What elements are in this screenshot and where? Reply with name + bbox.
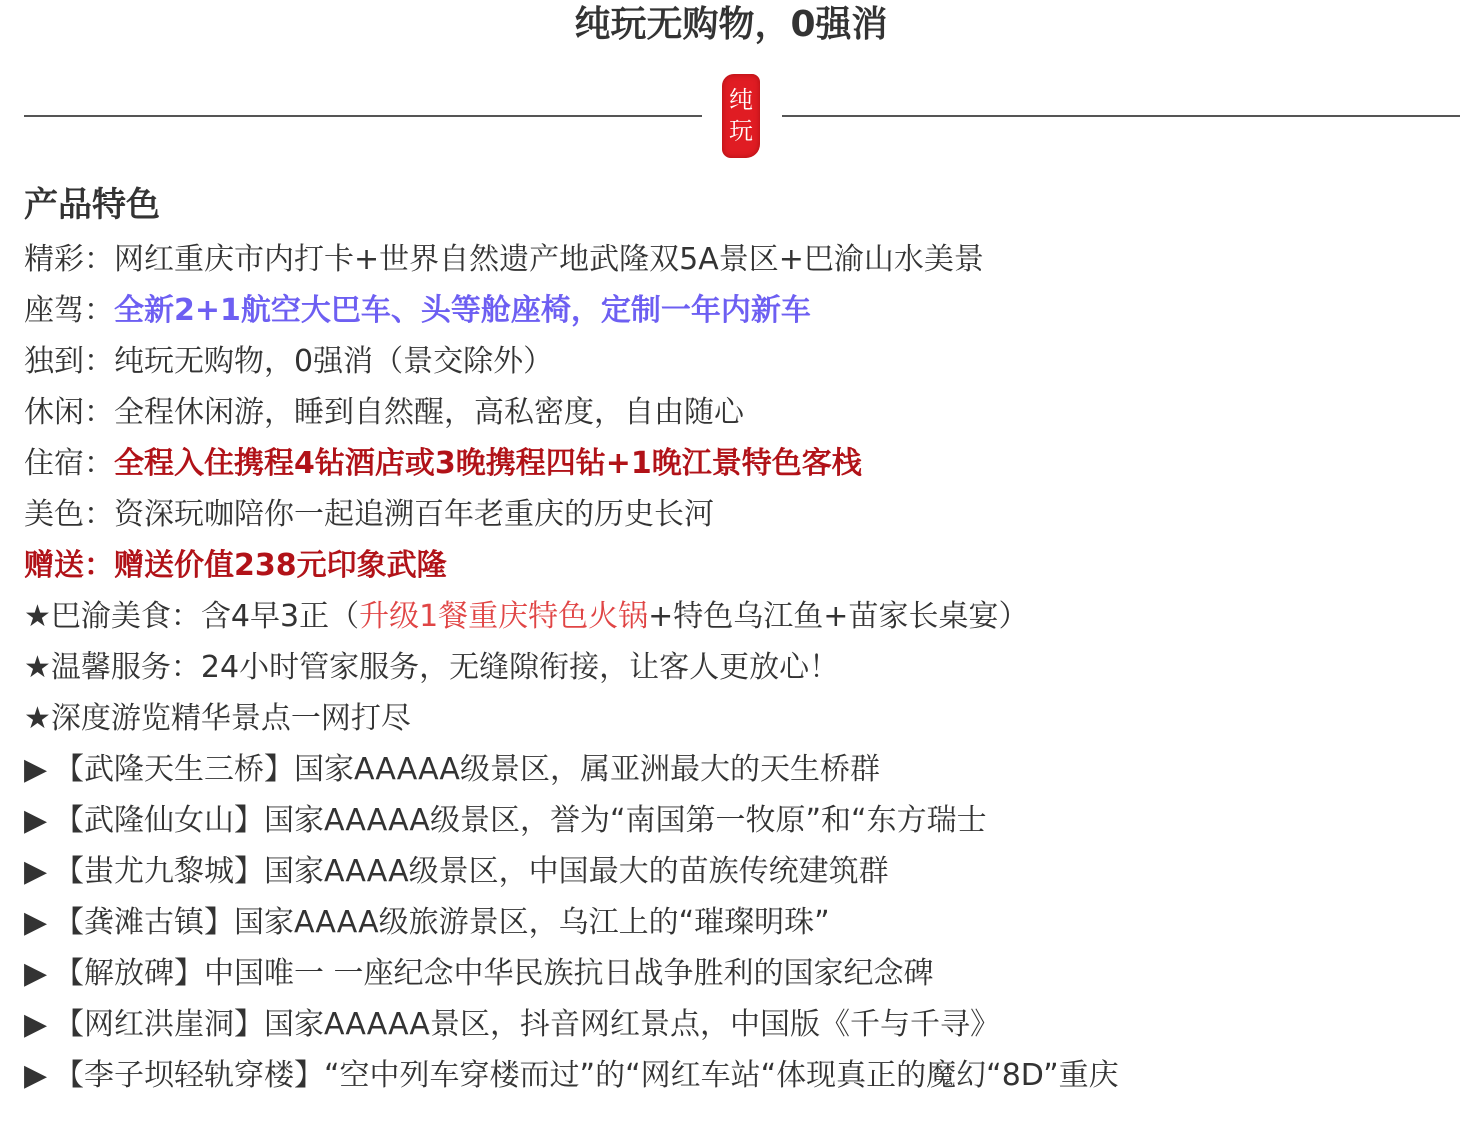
feature-hotel [24, 438, 1454, 489]
feature-label: 赠送： [24, 548, 114, 583]
feature-food [24, 591, 1454, 642]
attraction-item [24, 1050, 1454, 1101]
triangle-icon: ▶ [24, 752, 48, 787]
attraction-item [24, 795, 1454, 846]
feature-label: 精彩： [24, 242, 114, 277]
attraction-text: 【龚滩古镇】国家AAAA级旅游景区，乌江上的“璀璨明珠” [54, 905, 830, 940]
feature-food-highlight: 升级1餐重庆特色火锅 [359, 599, 649, 634]
feature-unique [24, 336, 1454, 387]
feature-text: 全程休闲游，睡到自然醒，高私密度，自由随心 [114, 395, 744, 430]
attraction-text: 【武隆仙女山】国家AAAAA级景区，誉为“南国第一牧原”和“东方瑞士 [54, 803, 987, 838]
feature-label: 座驾： [24, 293, 114, 328]
seal-stamp [722, 74, 760, 158]
feature-beauty [24, 489, 1454, 540]
triangle-icon: ▶ [24, 1058, 48, 1093]
feature-tour: ★深度游览精华景点一网打尽 [24, 701, 411, 736]
triangle-icon: ▶ [24, 905, 48, 940]
feature-gift [24, 540, 1454, 591]
feature-text: 全新2+1航空大巴车、头等舱座椅，定制一年内新车 [114, 293, 811, 328]
feature-text: 纯玩无购物，0强消（景交除外） [114, 344, 554, 379]
feature-highlight [24, 234, 1454, 285]
divider-line-right [782, 115, 1460, 117]
feature-food-suffix: +特色乌江鱼+苗家长桌宴） [648, 599, 1029, 634]
feature-list [24, 234, 1454, 1101]
feature-label: 美色： [24, 497, 114, 532]
feature-service: ★温馨服务：24小时管家服务，无缝隙衔接，让客人更放心！ [24, 650, 840, 685]
triangle-icon: ▶ [24, 956, 48, 991]
divider-line-left [24, 115, 702, 117]
triangle-icon: ▶ [24, 803, 48, 838]
feature-label: 独到： [24, 344, 114, 379]
feature-text: 全程入住携程4钻酒店或3晚携程四钻+1晚江景特色客栈 [114, 446, 862, 481]
attraction-text: 【武隆天生三桥】国家AAAAA级景区，属亚洲最大的天生桥群 [54, 752, 880, 787]
attraction-text: 【李子坝轻轨穿楼】“空中列车穿楼而过”的“网红车站“体现真正的魔幻“8D”重庆 [54, 1058, 1119, 1093]
triangle-icon: ▶ [24, 854, 48, 889]
feature-food-prefix: ★巴渝美食：含4早3正（ [24, 599, 360, 634]
feature-label: 休闲： [24, 395, 114, 430]
triangle-icon: ▶ [24, 1007, 48, 1042]
feature-bus [24, 285, 1454, 336]
page-title: 纯玩无购物，0强消 [574, 4, 888, 45]
attraction-item [24, 948, 1454, 999]
attraction-item [24, 897, 1454, 948]
feature-label: 住宿： [24, 446, 114, 481]
feature-text: 赠送价值238元印象武隆 [114, 548, 447, 583]
attraction-text: 【网红洪崖洞】国家AAAAA景区，抖音网红景点，中国版《千与千寻》 [54, 1007, 1000, 1042]
attraction-text: 【解放碑】中国唯一 一座纪念中华民族抗日战争胜利的国家纪念碑 [54, 956, 934, 991]
attraction-item [24, 999, 1454, 1050]
feature-text: 资深玩咖陪你一起追溯百年老重庆的历史长河 [114, 497, 714, 532]
feature-leisure [24, 387, 1454, 438]
seal-char-bottom: 玩 [729, 117, 753, 145]
attraction-text: 【蚩尤九黎城】国家AAAA级景区，中国最大的苗族传统建筑群 [54, 854, 889, 889]
feature-text: 网红重庆市内打卡+世界自然遗产地武隆双5A景区+巴渝山水美景 [114, 242, 984, 277]
attraction-item [24, 846, 1454, 897]
attraction-item [24, 744, 1454, 795]
section-heading: 产品特色 [24, 185, 160, 225]
seal-char-top: 纯 [729, 86, 753, 114]
